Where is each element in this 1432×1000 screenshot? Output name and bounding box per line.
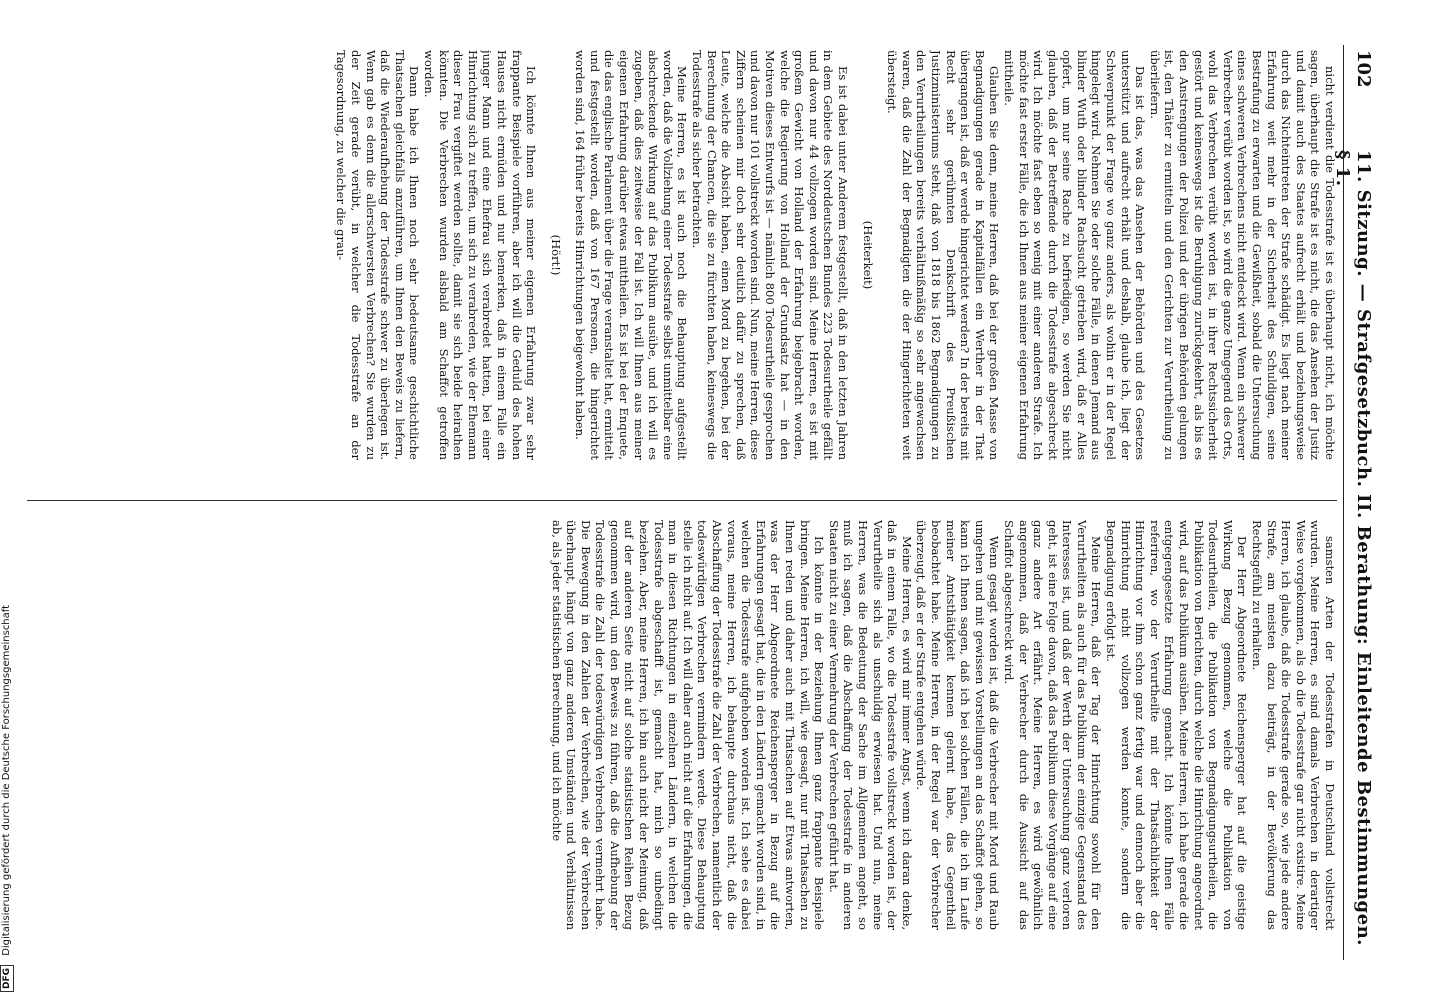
paragraph: Dann habe ich Ihnen noch sehr bedeutsame geschichtliche Thatsachen gleichfalls anzuführen, um Ihnen den Beweis zu liefern, daß die Wiederaufhebung der Todesstrafe schwer zu überlegen ist. Wenn gab es denn die allerschwersten Verbrechen? Sie wurden zu der Zeit gerade verübt, in welcher die Todesstrafe an der Tagesordnung, zu welcher die grau- xyxy=(334,50,422,460)
header-rule xyxy=(1343,45,1344,960)
dfg-logo: DFG xyxy=(0,965,14,992)
interjection: (Heiterkeit) xyxy=(860,220,875,290)
paragraph: Meine Herren, es wird mir immer Angst, wenn ich daran denke, daß in einem Falle, wo die Todesstrafe vollstreckt worden ist, der Verurtheilte sich als unschuldig erwiesen hat. Und nun, meine Herren, was die Bedeutung der Sache im Allgemeinen angeht, so muß ich sagen, daß die Abschaffung der Todesstrafe in anderen Staaten nicht zu einer Vermehrung der Verbrechen geführt hat. xyxy=(826,520,914,930)
page-header xyxy=(1332,50,1382,960)
interjection: (Hört!) xyxy=(548,234,563,276)
paragraph: samsten Arten der Todesstrafen in Deutschland vollstreckt wurden. Meine Herren, es sind damals Verbrechen in derartiger Weise vorgekommen, als ob die Todesstrafe gar nicht existire. Meine Herren, ich glaube, daß die Todesstrafe gerade so, wie jede andere Strafe, am meisten dazu beiträgt, in der Bevölkerung das Rechtsgefühl zu erhalten. xyxy=(1250,520,1337,930)
footer-text: Digitalisierung gefördert durch die Deutsche Forschungsgemeinschaft xyxy=(1,604,12,956)
column-divider xyxy=(27,500,1337,501)
left-column xyxy=(27,50,1337,460)
paragraph: Glauben Sie denn, meine Herren, daß bei der großen Masse von Begnadigungen gerade in Kapitalfällen ein Werther in der That übergangen ist, daß er werde hingerichtet werden? In der bereits mit Recht sehr gerühmten Denkschrift des Preußischen Justizministeriums steht, daß von 1818 bis 1862 Begnadigungen zu den Verurtheilungen bereits verhältnißmäßig so sehr angewachsen waren, daß die Zahl der Begnadigten die der Hingerichteten weit übersteigt. xyxy=(885,50,1002,460)
paragraph: Es ist dabei unter Anderem festgestellt, daß in den letzten Jahren in dem Gebiete des Norddeutschen Bundes 223 Todesurtheile gefällt und davon nur 44 vollzogen worden sind. Meine Herren, es ist mit großem Gewicht von Holland der Erfahrung beigebracht worden, welche die Regierung von Holland der Grundsatz hat — in den Motiven dieses Entwurfs ist — nämlich 800 Todesurtheile gesprochen und davon nur 101 vollstreckt worden sind. Nun, meine Herren, diese Ziffern scheinen mir doch sehr deutlich dafür zu sprechen, daß Leute, welche die Absicht haben, einen Mord zu begehen, bei der Berechnung der Chancen, die sie zu fürchten haben, keineswegs die Todesstrafe als sicher betrachten. xyxy=(690,50,850,460)
paragraph: Das ist das, was das Ansehen der Behörden und des Gesetzes unterstützt und aufrecht erhält und deshalb, glaube ich, liegt der Schwerpunkt der Frage wo ganz anders, als wohin er in der Regel hingelegt wird. Nehmen Sie oder solche Fälle, in denen Jemand aus blinder Wuth oder blinder Rachsucht getrieben wird, daß er Alles opfert, um nur seine Rache zu befriedigen, so werden Sie nicht glauben, daß der Betreffende durch die Todesstrafe abgeschreckt wird. Ich möchte fast eben so wenig mit einer anderen Strafe. Ich möchte fast erster Fälle, die ich Ihnen aus meiner eigenen Erfahrung mittheile. xyxy=(1001,50,1148,460)
paragraph: Ich könnte Ihnen aus meiner eigenen Erfahrung zwar sehr frappante Beispiele vorführen, aber ich will die Geduld des hohen Hauses nicht ermüden und nur bemerken, daß in einem Falle ein junger Mann und eine Ehefrau sich verabredet hatten, bei einer Hinrichtung sich zu treffen, um sich zu verabreden, wie der Ehemann dieser Frau vergiftet werden sollte, damit sie sich beide heirathen könnten. Die Verbrechen wurden alsbald am Schaffot getroffen worden. xyxy=(421,50,539,460)
digitization-footer xyxy=(0,0,14,1000)
page-number: 102 xyxy=(1353,50,1374,88)
paragraph: Ich könnte in der Beziehung Ihnen ganz frappante Beispiele bringen. Meine Herren, ich will, wie gesagt, nur mit Thatsachen zu Ihnen reden und daher auch mit Thatsachen auf Etwas antworten, was der Herr Abgeordnete Reichensperger in Bezug auf die Erfahrungen gesagt hat, die in den Ländern gemacht worden sind, in welchen die Todesstrafe aufgehoben worden ist. Ich sehe es dabei voraus, meine Herren, ich behaupte durchaus nicht, daß die Abschaffung der Todesstrafe die Zahl der Verbrechen, namentlich der todeswürdigen Verbrechen vermindern werde. Diese Behauptung stelle ich nicht auf. Ich will daher auch nicht auf die Erfahrungen, die man in diesen Richtungen in einzelnen Ländern, in welchen die Todesstrafe abgeschafft ist, gemacht hat, mich so unbedingt beziehen. Aber, meine Herren, ich bin auch nicht der Meinung, daß auf der anderen Seite nicht auf solche statistischen Reihen Bezug genommen wird, um den Beweis zu führen, daß die Aufhebung der Todesstrafe die Zahl der todeswürdigen Verbrechen vermehrt habe. Die Bewegung in den Zahlen der Verbrechen, wie der Verbrechen überhaupt, hängt von ganz anderen Umständen und Verhältnissen ab, als jeder statistischen Berechnung, und ich möchte xyxy=(549,520,827,930)
paragraph: Meine Herren, es ist auch noch die Behauptung aufgestellt worden, daß die Vollziehung einer Todesstrafe selbst unmittelbar eine abschreckende Wirkung auf das Publikum ausübe, und ich will es zugeben, daß dies zeitweise der Fall ist. Ich will Ihnen aus meiner eigenen Erfahrung darüber etwas mittheilen. Es ist bei der Enquete, die das englische Parlament über die Frage veranstaltet hat, ermittelt und festgestellt worden, daß von 167 Personen, die hingerichtet worden sind, 164 früher bereits Hinrichtungen beigewohnt haben. xyxy=(573,50,690,460)
paragraph: nicht verdient die Todesstrafe ist es überhaupt nicht, ich möchte sagen, überhaupt die Strafe ist es nicht, die das Ansehen der Justiz und damit auch des Staates aufrecht erhält und beziehungsweise durch das Nichteintreten der Strafe schädigt. Es liegt nach meiner Erfahrung weit mehr in der Sicherheit des Schuldigen, seine Bestrafung zu erwarten und die Gewißheit, sobald die Untersuchung eines schweren Verbrechens nicht entdeckt wird. Wenn ein schwerer Verbrecher verübt worden ist, so wird die ganze Umgegend des Orts, wohl das Verbrechen verübt worden ist, in ihrer Rechtssicherheit gestört und keineswegs ist die Beruhigung zurückgekehrt, als bis es den Anstrengungen der Polizei und der übrigen Behörden gelungen ist, den Thäter zu ermitteln und den Gerichten zur Verurtheilung zu überliefern. xyxy=(1147,50,1337,460)
paragraph: Meine Herren, daß der Tag der Hinrichtung sowohl für den Verurtheilten als auch für das Publikum der einzige Gegenstand des Interesses ist, und daß der Werth der Untersuchung ganz verloren geht, ist eine Folge davon, daß das Publikum diese Vorgänge auf eine ganz andere Art erfährt. Meine Herren, es wird gewöhnlich angenommen, daß der Verbrecher durch die Aussicht auf das Schaffot abgeschreckt wird. xyxy=(1001,520,1104,930)
paragraph: Wenn gesagt worden ist, daß die Verbrecher mit Mord und Raub umgehen und mit gewissen Vorstellungen an das Schaffot gehen, so kann ich Ihnen sagen, daß ich bei solchen Fällen, die ich im Laufe meiner Amtsthätigkeit kennen gelernt habe, das Gegentheil beobachtet habe. Meine Herren, in der Regel war der Verbrecher überzeugt, daß er der Strafe entgehen würde. xyxy=(914,520,1002,930)
running-title: 11. Sitzung. — Strafgesetzbuch. II. Berathung: Einleitende Bestimmungen. § 1. xyxy=(1332,150,1374,946)
right-column xyxy=(27,520,1337,930)
paragraph: Der Herr Abgeordnete Reichensperger hat auf die geistige Wirkung Bezug genommen, welche die Publikation von Todesurtheilen, die Publikation von Begnadigungsurtheilen, die Publikation von Berichten, durch welche die Hinrichtung angeordnet wird, auf das Publikum ausüben. Meine Herren, ich habe gerade die entgegengesetzte Erfahrung gemacht. Ich könnte Ihnen Fälle referiren, wo der Verurtheilte mit der Thatsächlichkeit der Hinrichtung vor ihm schon ganz fertig war und dennoch aber die Hinrichtung nicht vollzogen werden konnte, sondern die Begnadigung erfolgt ist. xyxy=(1104,520,1250,930)
